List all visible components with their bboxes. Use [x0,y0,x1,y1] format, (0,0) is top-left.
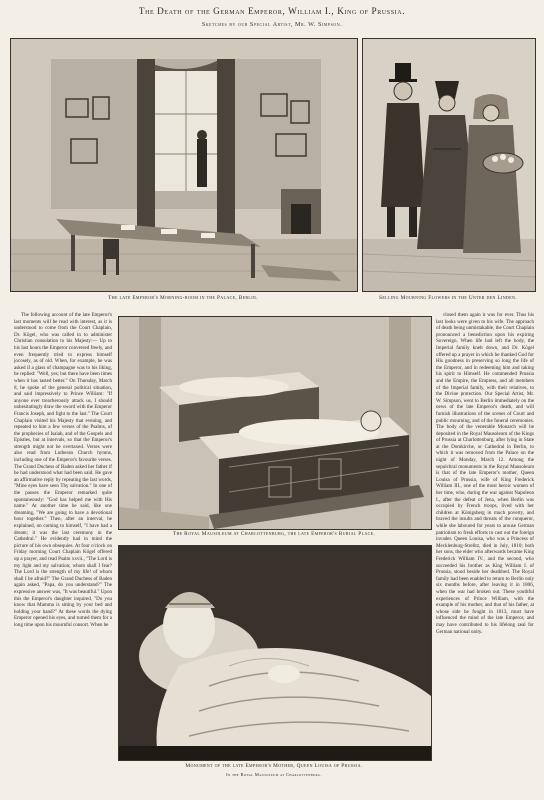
mausoleum-engraving [118,316,432,530]
article-column-right [436,312,534,730]
page-title: The Death of the German Emperor, William I., King of Prussia. [138,6,406,16]
article-text-right: closed them again it was for ever. Thus his last looks were given to his wife. The approach of death being unmistakable, the Court Chaplain pronounced a benediction upon his expiring Sovereign. When life had left the body, the Imperial family knelt down, and Dr. Kögel offered up a prayer in which he thanked God for His goodness in preserving so long the life of the Emperor, and in redeeming him and taking his spirit to Himself. He commended Prussia and the Empire, the Empress, and all members of the Imperial family, with their relatives, to the Divine protection. Our Special Artist, Mr. W. Simpson, went to Berlin immediately on the news of the late Emperor's death, and will furnish illustrations of the scenes of Court and public mourning, and of the funeral ceremonies. The body of the venerable Monarch will be deposited in the Royal Mausoleum of the Kings of Prussia at Charlottenburg, after lying in State at the Domkirche, or Cathedral in Berlin, to which it was removed from the Palace on the night of Monday, March 12. Among the sepulchral monuments in the Royal Mausoleum is that of the late Emperor's mother, Queen Louisa of Prussia, wife of King Frederick William III., one of the most heroic women of her time, who, during the war against Napoleon I., after the defeat of Jena, when Berlin was occupied by French troops, lived with her children at Königsberg in much poverty, and braved the insults and threats of the conqueror, while she laboured for years to arouse German patriotism to fresh efforts to cast out the foreign invader. Queen Louisa, who was a Princess of Mecklenburg-Strelitz, died in July, 1810; both her sons, the elder who afterwards became King Frederick William IV., and the second, who succeeded his brother as King William I. of Prussia, stood beside her deathbed. The Royal family had been enabled to return to Berlin only six months before, after leaving it in 1806, when the war had broken out. These youthful experiences of Prince William, with the example of his mother, and that of his father, at whose side he fought in 1813, must have influenced the mind of the late Emperor, and may have contributed to his lifelong zeal for German national unity. [436,312,534,635]
morning-room-caption: The late Emperor's Morning-room in the Palace, Berlin. [108,295,258,301]
mausoleum-caption: The Royal Mausoleum at Charlottenburg, the late Emperor's Burial Place. [172,531,376,537]
article-text-left: The following account of the late Emperor's last moments will be read with interest, as it is understood to come from the Court Chaplain, Dr. Kögel, who was called in to administer Christian consolation to his Majesty:— Up to his last hours the Emperor conversed freely, and even frequently tried to express himself jocosely, as of old. When, for example, he was asked if a glass of champagne was to his liking, he replied: "Well, yes; but there have been times when it has tasted better." On Thursday, March 8, he spoke of the general political situation, and said impressively to Prince William: "If anyone ever treacherously attack us, I should unhesitatingly draw the sword with the Emperor Francis Joseph, and fight to the last." The Court Chaplain visited his Majesty that evening, and repeated to him a few verses of the Psalms, of the prophecies of Isaiah, and of the Gospels and Epistles, but at intervals, so that the Emperor's strength might not be overtaxed. Verses were also read from Lutheran Church hymns, including one of the Emperor's favourite verses. The Grand Duchess of Baden asked her father if he had understood what had been said. He gave an affirmative reply by repeating the last words, "Mine eyes have seen Thy salvation." In one of the pauses the Emperor remarked quite spontaneously: "God has helped me with His name." At another time he said, like one dreaming, "We are going to have a devotional hour together." Then, after an interval, he explained, on coming to himself, "I have had a dream; it was the last ceremony in the Cathedral." He evidently had in mind the picture of his own obsequies. At four o'clock on Friday morning Court Chaplain Kögel offered up a prayer, and read Psalm xxvii., "The Lord is my light and my salvation; whom shall I fear? The Lord is the strength of my life! of whom shall I be afraid?" The Grand Duchess of Baden again asked, "Papa, do you understand?" The expressive answer was, "It was beautiful." Upon this the Emperor's daughter inquired, "Do you know that Mamma is sitting by your bed and holding your hand?" At these words the dying Emperor opened his eyes, and turned them for a long time upon his mournful consort. When he [14,312,112,628]
page-subtitle: Sketches by our Special Artist, Mr. W. Simpson. [201,21,343,28]
queen-louisa-caption: Monument of the late Emperor's Mother, Queen Louisa of Prussia. [185,763,363,769]
morning-room-engraving [10,38,358,292]
article-column-left [14,312,112,730]
queen-louisa-subcaption: In the Royal Mausoleum at Charlottenburg. [226,772,322,777]
flower-sellers-engraving [362,38,536,292]
queen-louisa-engraving [118,545,432,761]
flower-sellers-caption: Selling Mourning Flowers in the Unter den Linden. [379,295,517,301]
